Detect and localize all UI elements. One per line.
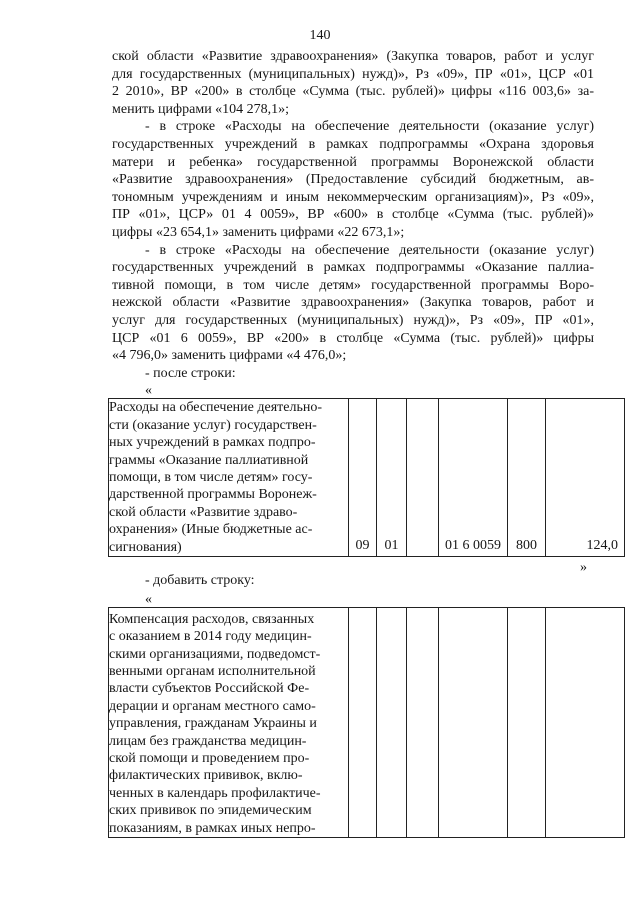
description-line: помощи, в том числе детям» госу- — [109, 470, 313, 486]
text-line: «4 796,0» заменить цифрами «4 476,0»; — [112, 348, 347, 364]
table-row — [109, 399, 625, 557]
expense-description — [109, 399, 349, 557]
text-line: матери и ребенка» государственной программы Воронежской области — [112, 154, 594, 170]
description-line: ской области «Развитие здраво- — [109, 504, 298, 520]
empty-cell — [508, 608, 546, 838]
text-line: нежской области «Развитие здравоохранения» (Закупка товаров, работ и — [112, 295, 594, 311]
expense-description — [109, 608, 349, 838]
description-line: филактических прививок, вклю- — [109, 768, 303, 784]
text-line: менить цифрами «104 278,1»; — [112, 101, 290, 117]
description-line: венными органам исполнительной — [109, 664, 316, 680]
description-line: с оказанием в 2014 году медицин- — [109, 629, 312, 645]
text-line: государственных учреждений в рамках подпрограммы «Охрана здоровья — [112, 136, 594, 152]
text-line: услуг для государственных (муниципальных) нужд)», Рз «09», ПР «01», — [112, 312, 594, 328]
add-row-label: - добавить строку: — [145, 573, 255, 588]
text-line: ПР «01», ЦСР» 01 4 0059», ВР «600» в столбце «Сумма (тыс. рублей)» — [112, 207, 594, 223]
description-line: дерации и органам местного само- — [109, 698, 316, 714]
description-line: ской помощи и проведением про- — [109, 751, 310, 767]
empty-cell — [439, 608, 508, 838]
description-line: ных учреждений в рамках подпро- — [109, 435, 316, 451]
description-line: управления, гражданам Украины и — [109, 716, 317, 732]
description-line: ских прививок по эпидемическим — [109, 803, 312, 819]
description-line: граммы «Оказание паллиативной — [109, 452, 309, 468]
text-line: для государственных (муниципальных) нужд)», Рз «09», ПР «01», ЦСР «01 — [112, 66, 594, 82]
table-row — [109, 608, 625, 838]
description-line: сигнования) — [109, 539, 182, 555]
closing-quote: » — [580, 560, 587, 575]
empty-cell — [349, 608, 377, 838]
description-line: ченных в календарь профилактиче- — [109, 785, 321, 801]
description-line: власти субъектов Российской Фе- — [109, 681, 310, 697]
description-line: сти (оказание услуг) государствен- — [109, 417, 317, 433]
text-line: «Развитие здравоохранения» (Предоставление субсидий бюджетным, ав- — [112, 172, 594, 188]
description-line: показаниям, в рамках иных непро- — [109, 820, 316, 836]
text-line: ЦСР «01 6 0059», ВР «200» в столбце «Сумма (тыс. рублей)» цифры — [112, 330, 594, 346]
empty-cell — [546, 608, 625, 838]
text-line: цифры «23 654,1» заменить цифрами «22 673,1»; — [112, 224, 405, 240]
text-line: тивной помощи, в том числе детям» государственной программы Воро- — [112, 277, 594, 293]
description-line: скими организациями, подведомст- — [109, 646, 321, 662]
rz-code: 09 — [349, 399, 377, 557]
text-line: « — [145, 383, 152, 399]
body-text — [112, 48, 594, 400]
text-line: - после строки: — [145, 365, 236, 381]
pr-code: 01 — [377, 399, 407, 557]
opening-quote: « — [145, 592, 152, 607]
vr-code: 800 — [508, 399, 546, 557]
text-line: 2 2010», ВР «200» в столбце «Сумма (тыс. рублей)» цифры «116 003,6» за- — [112, 84, 594, 100]
empty-cell — [377, 608, 407, 838]
sum-value: 124,0 — [546, 399, 625, 557]
text-line: - в строке «Расходы на обеспечение деятельности (оказание услуг) — [145, 119, 594, 135]
text-line: государственных учреждений в рамках подпрограммы «Оказание паллиа- — [112, 260, 594, 276]
budget-table-existing-row — [108, 398, 625, 557]
description-line: Расходы на обеспечение деятельно- — [109, 400, 322, 416]
csr-code: 01 6 0059 — [439, 399, 508, 557]
text-line: ской области «Развитие здравоохранения» (Закупка товаров, работ и услуг — [112, 49, 594, 64]
description-line: Компенсация расходов, связанных — [109, 611, 315, 627]
empty-cell — [407, 608, 439, 838]
text-line: тономным учреждениям и иным некоммерческим организациям)», Рз «09», — [112, 189, 594, 205]
empty-cell — [407, 399, 439, 557]
page-number: 140 — [309, 28, 331, 43]
description-line: дарственной программы Воронеж- — [109, 487, 317, 503]
description-line: лицам без гражданства медицин- — [109, 733, 307, 749]
budget-table-new-row — [108, 607, 625, 838]
text-line: - в строке «Расходы на обеспечение деятельности (оказание услуг) — [145, 242, 594, 258]
description-line: охранения» (Иные бюджетные ас- — [109, 522, 313, 538]
